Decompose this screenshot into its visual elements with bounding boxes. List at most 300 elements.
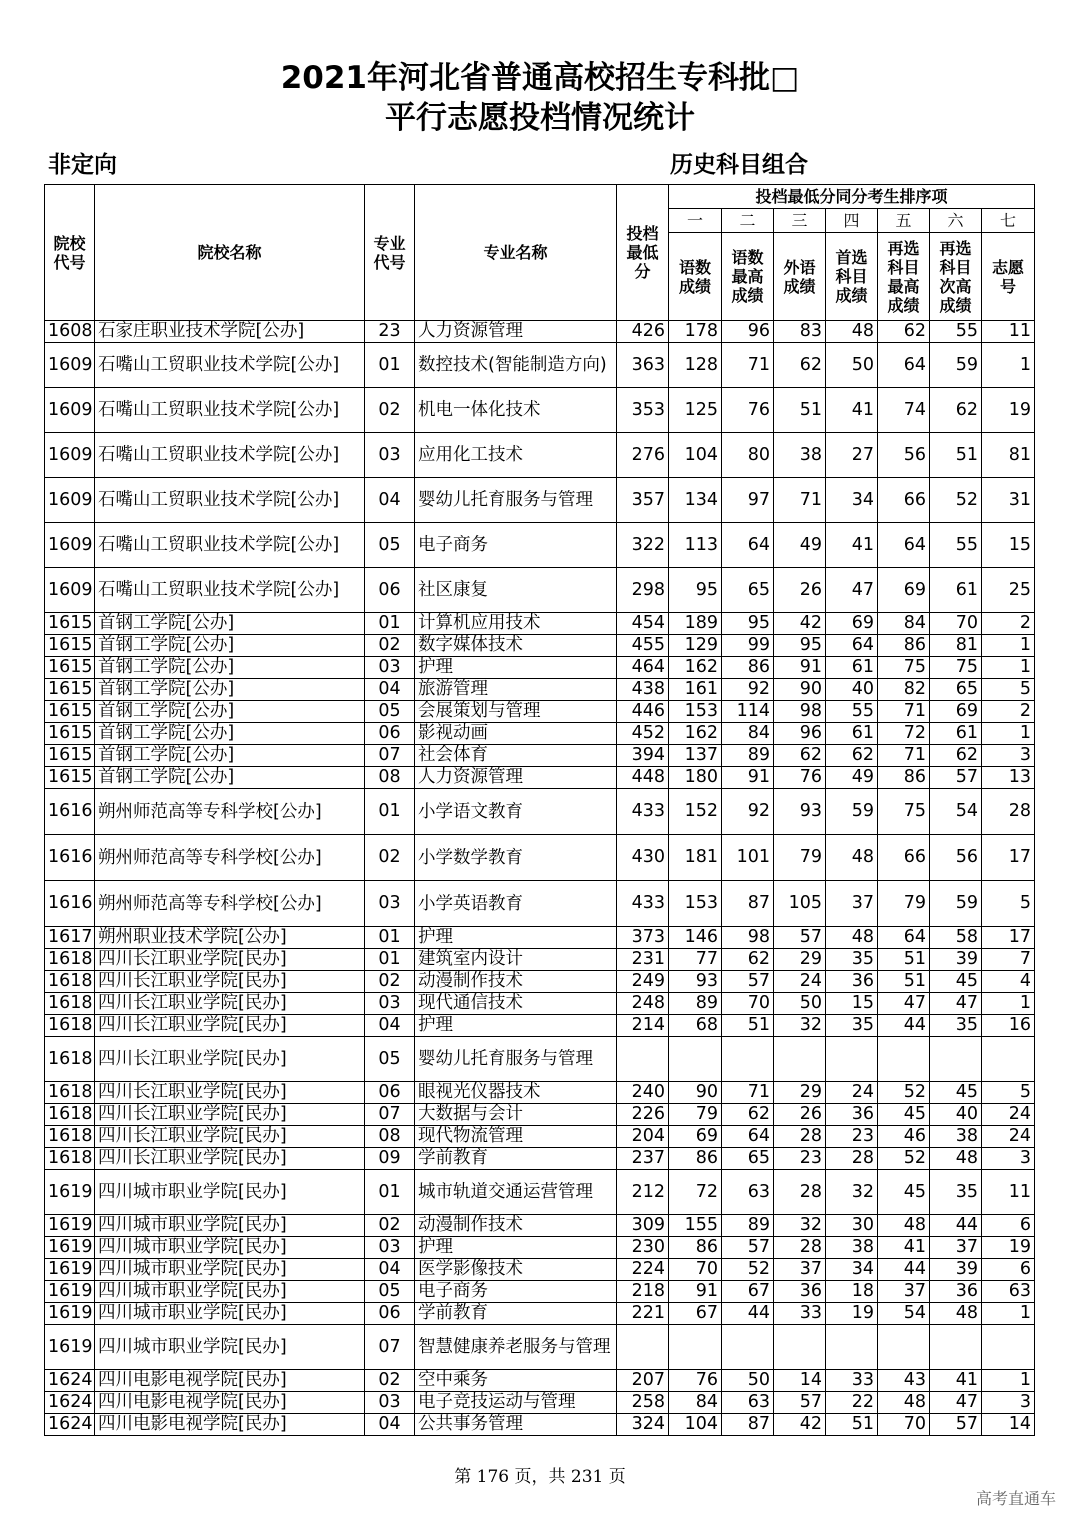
tiebreak-cell-1: 90 bbox=[669, 1082, 722, 1104]
school-code-cell: 1609 bbox=[45, 478, 95, 523]
school-name-cell: 四川长江职业学院[民办] bbox=[95, 1104, 365, 1126]
table-row bbox=[45, 1015, 1035, 1037]
min-score-cell: 276 bbox=[617, 433, 669, 478]
major-name-cell: 大数据与会计 bbox=[415, 1104, 617, 1126]
school-name-cell: 首钢工学院[公办] bbox=[95, 635, 365, 657]
tiebreak-cell-5: 75 bbox=[878, 789, 930, 835]
tiebreak-cell-2: 57 bbox=[722, 1237, 774, 1259]
tiebreak-cell-2: 87 bbox=[722, 1414, 774, 1436]
tiebreak-cell-4: 18 bbox=[826, 1281, 878, 1303]
tiebreak-cell-7: 3 bbox=[982, 1148, 1035, 1170]
tiebreak-cell-2: 70 bbox=[722, 993, 774, 1015]
tiebreak-cell-3: 98 bbox=[774, 701, 826, 723]
tiebreak-cell-5: 75 bbox=[878, 657, 930, 679]
tiebreak-cell-4: 24 bbox=[826, 1082, 878, 1104]
school-code-cell: 1609 bbox=[45, 388, 95, 433]
major-code-cell: 04 bbox=[365, 679, 415, 701]
school-name-cell: 朔州职业技术学院[公办] bbox=[95, 927, 365, 949]
major-code-cell: 05 bbox=[365, 1281, 415, 1303]
school-code-cell: 1619 bbox=[45, 1325, 95, 1370]
major-name-cell: 婴幼儿托育服务与管理 bbox=[415, 1037, 617, 1082]
tiebreak-cell-2: 44 bbox=[722, 1303, 774, 1325]
major-name-cell: 电子商务 bbox=[415, 1281, 617, 1303]
tiebreak-cell-4: 36 bbox=[826, 1104, 878, 1126]
tiebreak-cell-3: 29 bbox=[774, 949, 826, 971]
table-row bbox=[45, 789, 1035, 835]
min-score-cell: 231 bbox=[617, 949, 669, 971]
major-code-cell: 04 bbox=[365, 1015, 415, 1037]
tiebreak-cell-5: 86 bbox=[878, 635, 930, 657]
school-name-cell: 四川长江职业学院[民办] bbox=[95, 1148, 365, 1170]
tiebreak-cell-5: 64 bbox=[878, 343, 930, 388]
tiebreak-cell-3: 83 bbox=[774, 321, 826, 343]
header-order-4: 四 bbox=[826, 209, 878, 233]
tiebreak-cell-2: 98 bbox=[722, 927, 774, 949]
tiebreak-cell-4: 55 bbox=[826, 701, 878, 723]
tiebreak-cell-7: 17 bbox=[982, 835, 1035, 881]
tiebreak-cell-6: 45 bbox=[930, 971, 982, 993]
table-row bbox=[45, 613, 1035, 635]
tiebreak-cell-6: 51 bbox=[930, 433, 982, 478]
major-code-cell: 03 bbox=[365, 881, 415, 927]
header-order-6: 六 bbox=[930, 209, 982, 233]
school-code-cell: 1619 bbox=[45, 1303, 95, 1325]
major-code-cell: 01 bbox=[365, 613, 415, 635]
major-name-cell: 社区康复 bbox=[415, 568, 617, 613]
major-name-cell: 数字媒体技术 bbox=[415, 635, 617, 657]
tiebreak-cell-7: 6 bbox=[982, 1259, 1035, 1281]
table-row bbox=[45, 1082, 1035, 1104]
school-code-cell: 1624 bbox=[45, 1414, 95, 1436]
major-name-cell: 医学影像技术 bbox=[415, 1259, 617, 1281]
page-footer: 第 176 页，共 231 页 bbox=[454, 1467, 626, 1487]
tiebreak-cell-6: 81 bbox=[930, 635, 982, 657]
table-row bbox=[45, 971, 1035, 993]
tiebreak-cell-7: 63 bbox=[982, 1281, 1035, 1303]
tiebreak-cell-1: 161 bbox=[669, 679, 722, 701]
tiebreak-cell-5: 64 bbox=[878, 927, 930, 949]
tiebreak-cell-4: 23 bbox=[826, 1126, 878, 1148]
school-code-cell: 1618 bbox=[45, 1126, 95, 1148]
tiebreak-cell-5: 69 bbox=[878, 568, 930, 613]
school-code-cell: 1624 bbox=[45, 1392, 95, 1414]
min-score-cell: 454 bbox=[617, 613, 669, 635]
tiebreak-cell-6: 56 bbox=[930, 835, 982, 881]
tiebreak-cell-3: 32 bbox=[774, 1015, 826, 1037]
table-row bbox=[45, 1237, 1035, 1259]
school-name-cell: 石嘴山工贸职业技术学院[公办] bbox=[95, 568, 365, 613]
school-name-cell: 石嘴山工贸职业技术学院[公办] bbox=[95, 433, 365, 478]
table-row bbox=[45, 433, 1035, 478]
school-name-cell: 四川城市职业学院[民办] bbox=[95, 1303, 365, 1325]
tiebreak-cell-6: 61 bbox=[930, 568, 982, 613]
tiebreak-cell-6 bbox=[930, 1325, 982, 1370]
major-code-cell: 02 bbox=[365, 1215, 415, 1237]
tiebreak-cell-4: 34 bbox=[826, 1259, 878, 1281]
min-score-cell bbox=[617, 1037, 669, 1082]
major-name-cell: 计算机应用技术 bbox=[415, 613, 617, 635]
tiebreak-cell-3: 42 bbox=[774, 1414, 826, 1436]
school-name-cell: 四川城市职业学院[民办] bbox=[95, 1170, 365, 1215]
tiebreak-cell-3: 26 bbox=[774, 1104, 826, 1126]
header-order-1: 一 bbox=[669, 209, 722, 233]
tiebreak-cell-5: 52 bbox=[878, 1148, 930, 1170]
major-name-cell: 动漫制作技术 bbox=[415, 1215, 617, 1237]
school-name-cell: 四川长江职业学院[民办] bbox=[95, 949, 365, 971]
min-score-cell: 212 bbox=[617, 1170, 669, 1215]
min-score-cell: 298 bbox=[617, 568, 669, 613]
school-code-cell: 1615 bbox=[45, 767, 95, 789]
table-row bbox=[45, 1148, 1035, 1170]
tiebreak-cell-7: 3 bbox=[982, 1392, 1035, 1414]
major-name-cell: 学前教育 bbox=[415, 1148, 617, 1170]
school-name-cell: 四川城市职业学院[民办] bbox=[95, 1237, 365, 1259]
tiebreak-cell-5: 82 bbox=[878, 679, 930, 701]
table-row bbox=[45, 679, 1035, 701]
tiebreak-cell-6: 48 bbox=[930, 1303, 982, 1325]
tiebreak-cell-7: 2 bbox=[982, 701, 1035, 723]
table-row bbox=[45, 723, 1035, 745]
table-row bbox=[45, 635, 1035, 657]
tiebreak-cell-4: 30 bbox=[826, 1215, 878, 1237]
tiebreak-cell-7: 3 bbox=[982, 745, 1035, 767]
school-name-cell: 四川城市职业学院[民办] bbox=[95, 1215, 365, 1237]
major-code-cell: 01 bbox=[365, 789, 415, 835]
school-name-cell: 朔州师范高等专科学校[公办] bbox=[95, 835, 365, 881]
min-score-cell: 221 bbox=[617, 1303, 669, 1325]
min-score-cell: 207 bbox=[617, 1370, 669, 1392]
tiebreak-cell-7: 16 bbox=[982, 1015, 1035, 1037]
tiebreak-cell-6: 55 bbox=[930, 321, 982, 343]
header-order-3: 三 bbox=[774, 209, 826, 233]
table-row bbox=[45, 657, 1035, 679]
major-code-cell: 02 bbox=[365, 971, 415, 993]
school-name-cell: 四川城市职业学院[民办] bbox=[95, 1325, 365, 1370]
tiebreak-cell-7: 28 bbox=[982, 789, 1035, 835]
tiebreak-cell-5 bbox=[878, 1037, 930, 1082]
table-row bbox=[45, 1104, 1035, 1126]
school-code-cell: 1609 bbox=[45, 568, 95, 613]
tiebreak-cell-6: 41 bbox=[930, 1370, 982, 1392]
tiebreak-cell-7: 1 bbox=[982, 993, 1035, 1015]
header-col-6: 再选科目次高成绩 bbox=[930, 233, 982, 321]
tiebreak-cell-4: 27 bbox=[826, 433, 878, 478]
major-name-cell: 人力资源管理 bbox=[415, 321, 617, 343]
table-row bbox=[45, 881, 1035, 927]
major-name-cell: 公共事务管理 bbox=[415, 1414, 617, 1436]
tiebreak-cell-3: 28 bbox=[774, 1170, 826, 1215]
tiebreak-cell-2: 67 bbox=[722, 1281, 774, 1303]
tiebreak-cell-6: 57 bbox=[930, 767, 982, 789]
tiebreak-cell-3: 28 bbox=[774, 1237, 826, 1259]
tiebreak-cell-4: 51 bbox=[826, 1414, 878, 1436]
tiebreak-cell-4: 38 bbox=[826, 1237, 878, 1259]
major-name-cell: 机电一体化技术 bbox=[415, 388, 617, 433]
tiebreak-cell-7: 19 bbox=[982, 1237, 1035, 1259]
school-name-cell: 首钢工学院[公办] bbox=[95, 701, 365, 723]
tiebreak-cell-5: 41 bbox=[878, 1237, 930, 1259]
tiebreak-cell-7: 24 bbox=[982, 1104, 1035, 1126]
major-code-cell: 07 bbox=[365, 745, 415, 767]
school-name-cell: 四川城市职业学院[民办] bbox=[95, 1259, 365, 1281]
tiebreak-cell-3: 14 bbox=[774, 1370, 826, 1392]
tiebreak-cell-7: 6 bbox=[982, 1215, 1035, 1237]
school-name-cell: 首钢工学院[公办] bbox=[95, 679, 365, 701]
tiebreak-cell-5: 44 bbox=[878, 1015, 930, 1037]
tiebreak-cell-1 bbox=[669, 1325, 722, 1370]
major-name-cell: 护理 bbox=[415, 927, 617, 949]
school-name-cell: 四川长江职业学院[民办] bbox=[95, 971, 365, 993]
major-code-cell: 23 bbox=[365, 321, 415, 343]
major-code-cell: 08 bbox=[365, 1126, 415, 1148]
tiebreak-cell-7: 25 bbox=[982, 568, 1035, 613]
major-name-cell: 小学语文教育 bbox=[415, 789, 617, 835]
table-row bbox=[45, 523, 1035, 568]
tiebreak-cell-6: 45 bbox=[930, 1082, 982, 1104]
header-order-2: 二 bbox=[722, 209, 774, 233]
tiebreak-cell-6: 37 bbox=[930, 1237, 982, 1259]
min-score-cell: 426 bbox=[617, 321, 669, 343]
tiebreak-cell-1: 155 bbox=[669, 1215, 722, 1237]
school-code-cell: 1624 bbox=[45, 1370, 95, 1392]
tiebreak-cell-2 bbox=[722, 1325, 774, 1370]
tiebreak-cell-3 bbox=[774, 1037, 826, 1082]
major-name-cell: 数控技术(智能制造方向) bbox=[415, 343, 617, 388]
header-tiebreak-title: 投档最低分同分考生排序项 bbox=[669, 185, 1035, 209]
tiebreak-cell-5: 37 bbox=[878, 1281, 930, 1303]
table-row bbox=[45, 1259, 1035, 1281]
table-row bbox=[45, 949, 1035, 971]
school-code-cell: 1618 bbox=[45, 1082, 95, 1104]
tiebreak-cell-2: 101 bbox=[722, 835, 774, 881]
school-code-cell: 1618 bbox=[45, 949, 95, 971]
school-code-cell: 1618 bbox=[45, 1148, 95, 1170]
table-row bbox=[45, 767, 1035, 789]
tiebreak-cell-6: 69 bbox=[930, 701, 982, 723]
tiebreak-cell-4: 48 bbox=[826, 321, 878, 343]
school-name-cell: 石家庄职业技术学院[公办] bbox=[95, 321, 365, 343]
header-order-5: 五 bbox=[878, 209, 930, 233]
tiebreak-cell-1: 86 bbox=[669, 1237, 722, 1259]
major-code-cell: 07 bbox=[365, 1325, 415, 1370]
tiebreak-cell-7: 1 bbox=[982, 723, 1035, 745]
header-major-code: 专业代号 bbox=[365, 185, 415, 321]
min-score-cell: 452 bbox=[617, 723, 669, 745]
major-name-cell: 护理 bbox=[415, 1237, 617, 1259]
tiebreak-cell-5: 64 bbox=[878, 523, 930, 568]
school-name-cell: 首钢工学院[公办] bbox=[95, 657, 365, 679]
tiebreak-cell-2: 50 bbox=[722, 1370, 774, 1392]
tiebreak-cell-1: 86 bbox=[669, 1148, 722, 1170]
school-name-cell: 石嘴山工贸职业技术学院[公办] bbox=[95, 478, 365, 523]
tiebreak-cell-6: 59 bbox=[930, 881, 982, 927]
tiebreak-cell-7: 13 bbox=[982, 767, 1035, 789]
tiebreak-cell-3: 28 bbox=[774, 1126, 826, 1148]
major-name-cell: 婴幼儿托育服务与管理 bbox=[415, 478, 617, 523]
header-major-name: 专业名称 bbox=[415, 185, 617, 321]
tiebreak-cell-1: 129 bbox=[669, 635, 722, 657]
tiebreak-cell-2: 71 bbox=[722, 1082, 774, 1104]
school-code-cell: 1618 bbox=[45, 1037, 95, 1082]
tiebreak-cell-4 bbox=[826, 1037, 878, 1082]
major-name-cell: 影视动画 bbox=[415, 723, 617, 745]
major-code-cell: 03 bbox=[365, 1237, 415, 1259]
tiebreak-cell-1: 134 bbox=[669, 478, 722, 523]
school-code-cell: 1616 bbox=[45, 881, 95, 927]
tiebreak-cell-5: 47 bbox=[878, 993, 930, 1015]
tiebreak-cell-3: 37 bbox=[774, 1259, 826, 1281]
tiebreak-cell-2: 65 bbox=[722, 1148, 774, 1170]
header-col-1: 语数成绩 bbox=[669, 233, 722, 321]
tiebreak-cell-3: 76 bbox=[774, 767, 826, 789]
tiebreak-cell-7: 15 bbox=[982, 523, 1035, 568]
major-code-cell: 05 bbox=[365, 523, 415, 568]
major-name-cell: 人力资源管理 bbox=[415, 767, 617, 789]
tiebreak-cell-2: 97 bbox=[722, 478, 774, 523]
major-code-cell: 06 bbox=[365, 568, 415, 613]
tiebreak-cell-4: 15 bbox=[826, 993, 878, 1015]
school-name-cell: 首钢工学院[公办] bbox=[95, 613, 365, 635]
min-score-cell: 204 bbox=[617, 1126, 669, 1148]
table-row bbox=[45, 321, 1035, 343]
major-code-cell: 06 bbox=[365, 1082, 415, 1104]
major-code-cell: 01 bbox=[365, 1170, 415, 1215]
major-code-cell: 04 bbox=[365, 478, 415, 523]
school-code-cell: 1608 bbox=[45, 321, 95, 343]
tiebreak-cell-6: 38 bbox=[930, 1126, 982, 1148]
school-name-cell: 石嘴山工贸职业技术学院[公办] bbox=[95, 343, 365, 388]
tiebreak-cell-2: 99 bbox=[722, 635, 774, 657]
tiebreak-cell-5: 46 bbox=[878, 1126, 930, 1148]
tiebreak-cell-5: 52 bbox=[878, 1082, 930, 1104]
tiebreak-cell-3: 51 bbox=[774, 388, 826, 433]
school-code-cell: 1615 bbox=[45, 613, 95, 635]
tiebreak-cell-3: 36 bbox=[774, 1281, 826, 1303]
tiebreak-cell-7: 81 bbox=[982, 433, 1035, 478]
tiebreak-cell-3: 42 bbox=[774, 613, 826, 635]
school-code-cell: 1615 bbox=[45, 657, 95, 679]
tiebreak-cell-5: 44 bbox=[878, 1259, 930, 1281]
tiebreak-cell-5: 71 bbox=[878, 745, 930, 767]
tiebreak-cell-1: 91 bbox=[669, 1281, 722, 1303]
tiebreak-cell-5: 51 bbox=[878, 971, 930, 993]
min-score-cell: 353 bbox=[617, 388, 669, 433]
tiebreak-cell-4: 34 bbox=[826, 478, 878, 523]
tiebreak-cell-6: 47 bbox=[930, 1392, 982, 1414]
table-row bbox=[45, 1303, 1035, 1325]
major-name-cell: 现代通信技术 bbox=[415, 993, 617, 1015]
tiebreak-cell-6: 44 bbox=[930, 1215, 982, 1237]
tiebreak-cell-5: 66 bbox=[878, 835, 930, 881]
major-code-cell: 08 bbox=[365, 767, 415, 789]
school-code-cell: 1618 bbox=[45, 993, 95, 1015]
tiebreak-cell-5: 51 bbox=[878, 949, 930, 971]
tiebreak-cell-6: 47 bbox=[930, 993, 982, 1015]
major-code-cell: 01 bbox=[365, 949, 415, 971]
school-name-cell: 四川长江职业学院[民办] bbox=[95, 1126, 365, 1148]
tiebreak-cell-5: 48 bbox=[878, 1392, 930, 1414]
tiebreak-cell-5 bbox=[878, 1325, 930, 1370]
major-name-cell: 小学英语教育 bbox=[415, 881, 617, 927]
header-order-7: 七 bbox=[982, 209, 1035, 233]
tiebreak-cell-2: 89 bbox=[722, 745, 774, 767]
major-code-cell: 03 bbox=[365, 433, 415, 478]
tiebreak-cell-6: 70 bbox=[930, 613, 982, 635]
tiebreak-cell-4: 33 bbox=[826, 1370, 878, 1392]
tiebreak-cell-3: 90 bbox=[774, 679, 826, 701]
tiebreak-cell-7: 24 bbox=[982, 1126, 1035, 1148]
tiebreak-cell-6: 61 bbox=[930, 723, 982, 745]
page-title-line1: 2021年河北省普通高校招生专科批□ bbox=[280, 60, 800, 96]
tiebreak-cell-7: 5 bbox=[982, 881, 1035, 927]
table-row bbox=[45, 1281, 1035, 1303]
school-name-cell: 四川长江职业学院[民办] bbox=[95, 1082, 365, 1104]
major-name-cell: 眼视光仪器技术 bbox=[415, 1082, 617, 1104]
major-code-cell: 01 bbox=[365, 343, 415, 388]
tiebreak-cell-3: 32 bbox=[774, 1215, 826, 1237]
major-name-cell: 学前教育 bbox=[415, 1303, 617, 1325]
tiebreak-cell-1: 189 bbox=[669, 613, 722, 635]
table-row bbox=[45, 1215, 1035, 1237]
school-name-cell: 四川电影电视学院[民办] bbox=[95, 1370, 365, 1392]
tiebreak-cell-7: 11 bbox=[982, 321, 1035, 343]
tiebreak-cell-4: 62 bbox=[826, 745, 878, 767]
min-score-cell: 455 bbox=[617, 635, 669, 657]
school-code-cell: 1609 bbox=[45, 523, 95, 568]
tiebreak-cell-3: 23 bbox=[774, 1148, 826, 1170]
tiebreak-cell-1: 180 bbox=[669, 767, 722, 789]
tiebreak-cell-1: 113 bbox=[669, 523, 722, 568]
major-name-cell: 旅游管理 bbox=[415, 679, 617, 701]
tiebreak-cell-4: 41 bbox=[826, 523, 878, 568]
school-code-cell: 1615 bbox=[45, 723, 95, 745]
watermark: 高考直通车 bbox=[975, 1489, 1056, 1508]
tiebreak-cell-3: 26 bbox=[774, 568, 826, 613]
tiebreak-cell-6: 54 bbox=[930, 789, 982, 835]
tiebreak-cell-2: 80 bbox=[722, 433, 774, 478]
major-code-cell: 06 bbox=[365, 723, 415, 745]
tiebreak-cell-5: 84 bbox=[878, 613, 930, 635]
min-score-cell: 357 bbox=[617, 478, 669, 523]
table-row bbox=[45, 1325, 1035, 1370]
min-score-cell: 373 bbox=[617, 927, 669, 949]
tiebreak-cell-2: 92 bbox=[722, 789, 774, 835]
table-row bbox=[45, 1126, 1035, 1148]
tiebreak-cell-2: 87 bbox=[722, 881, 774, 927]
tiebreak-cell-1: 76 bbox=[669, 1370, 722, 1392]
school-code-cell: 1615 bbox=[45, 679, 95, 701]
tiebreak-cell-6: 58 bbox=[930, 927, 982, 949]
tiebreak-cell-6: 39 bbox=[930, 949, 982, 971]
category-label: 非定向 bbox=[48, 152, 117, 178]
tiebreak-cell-2: 114 bbox=[722, 701, 774, 723]
tiebreak-cell-4: 35 bbox=[826, 949, 878, 971]
tiebreak-cell-5: 54 bbox=[878, 1303, 930, 1325]
min-score-cell: 240 bbox=[617, 1082, 669, 1104]
tiebreak-cell-6: 36 bbox=[930, 1281, 982, 1303]
tiebreak-cell-7: 2 bbox=[982, 613, 1035, 635]
tiebreak-cell-2: 64 bbox=[722, 1126, 774, 1148]
tiebreak-cell-1: 77 bbox=[669, 949, 722, 971]
major-code-cell: 05 bbox=[365, 1037, 415, 1082]
tiebreak-cell-5: 86 bbox=[878, 767, 930, 789]
school-code-cell: 1617 bbox=[45, 927, 95, 949]
table-row bbox=[45, 701, 1035, 723]
table-row bbox=[45, 478, 1035, 523]
tiebreak-cell-1: 79 bbox=[669, 1104, 722, 1126]
school-code-cell: 1616 bbox=[45, 835, 95, 881]
tiebreak-cell-4: 64 bbox=[826, 635, 878, 657]
